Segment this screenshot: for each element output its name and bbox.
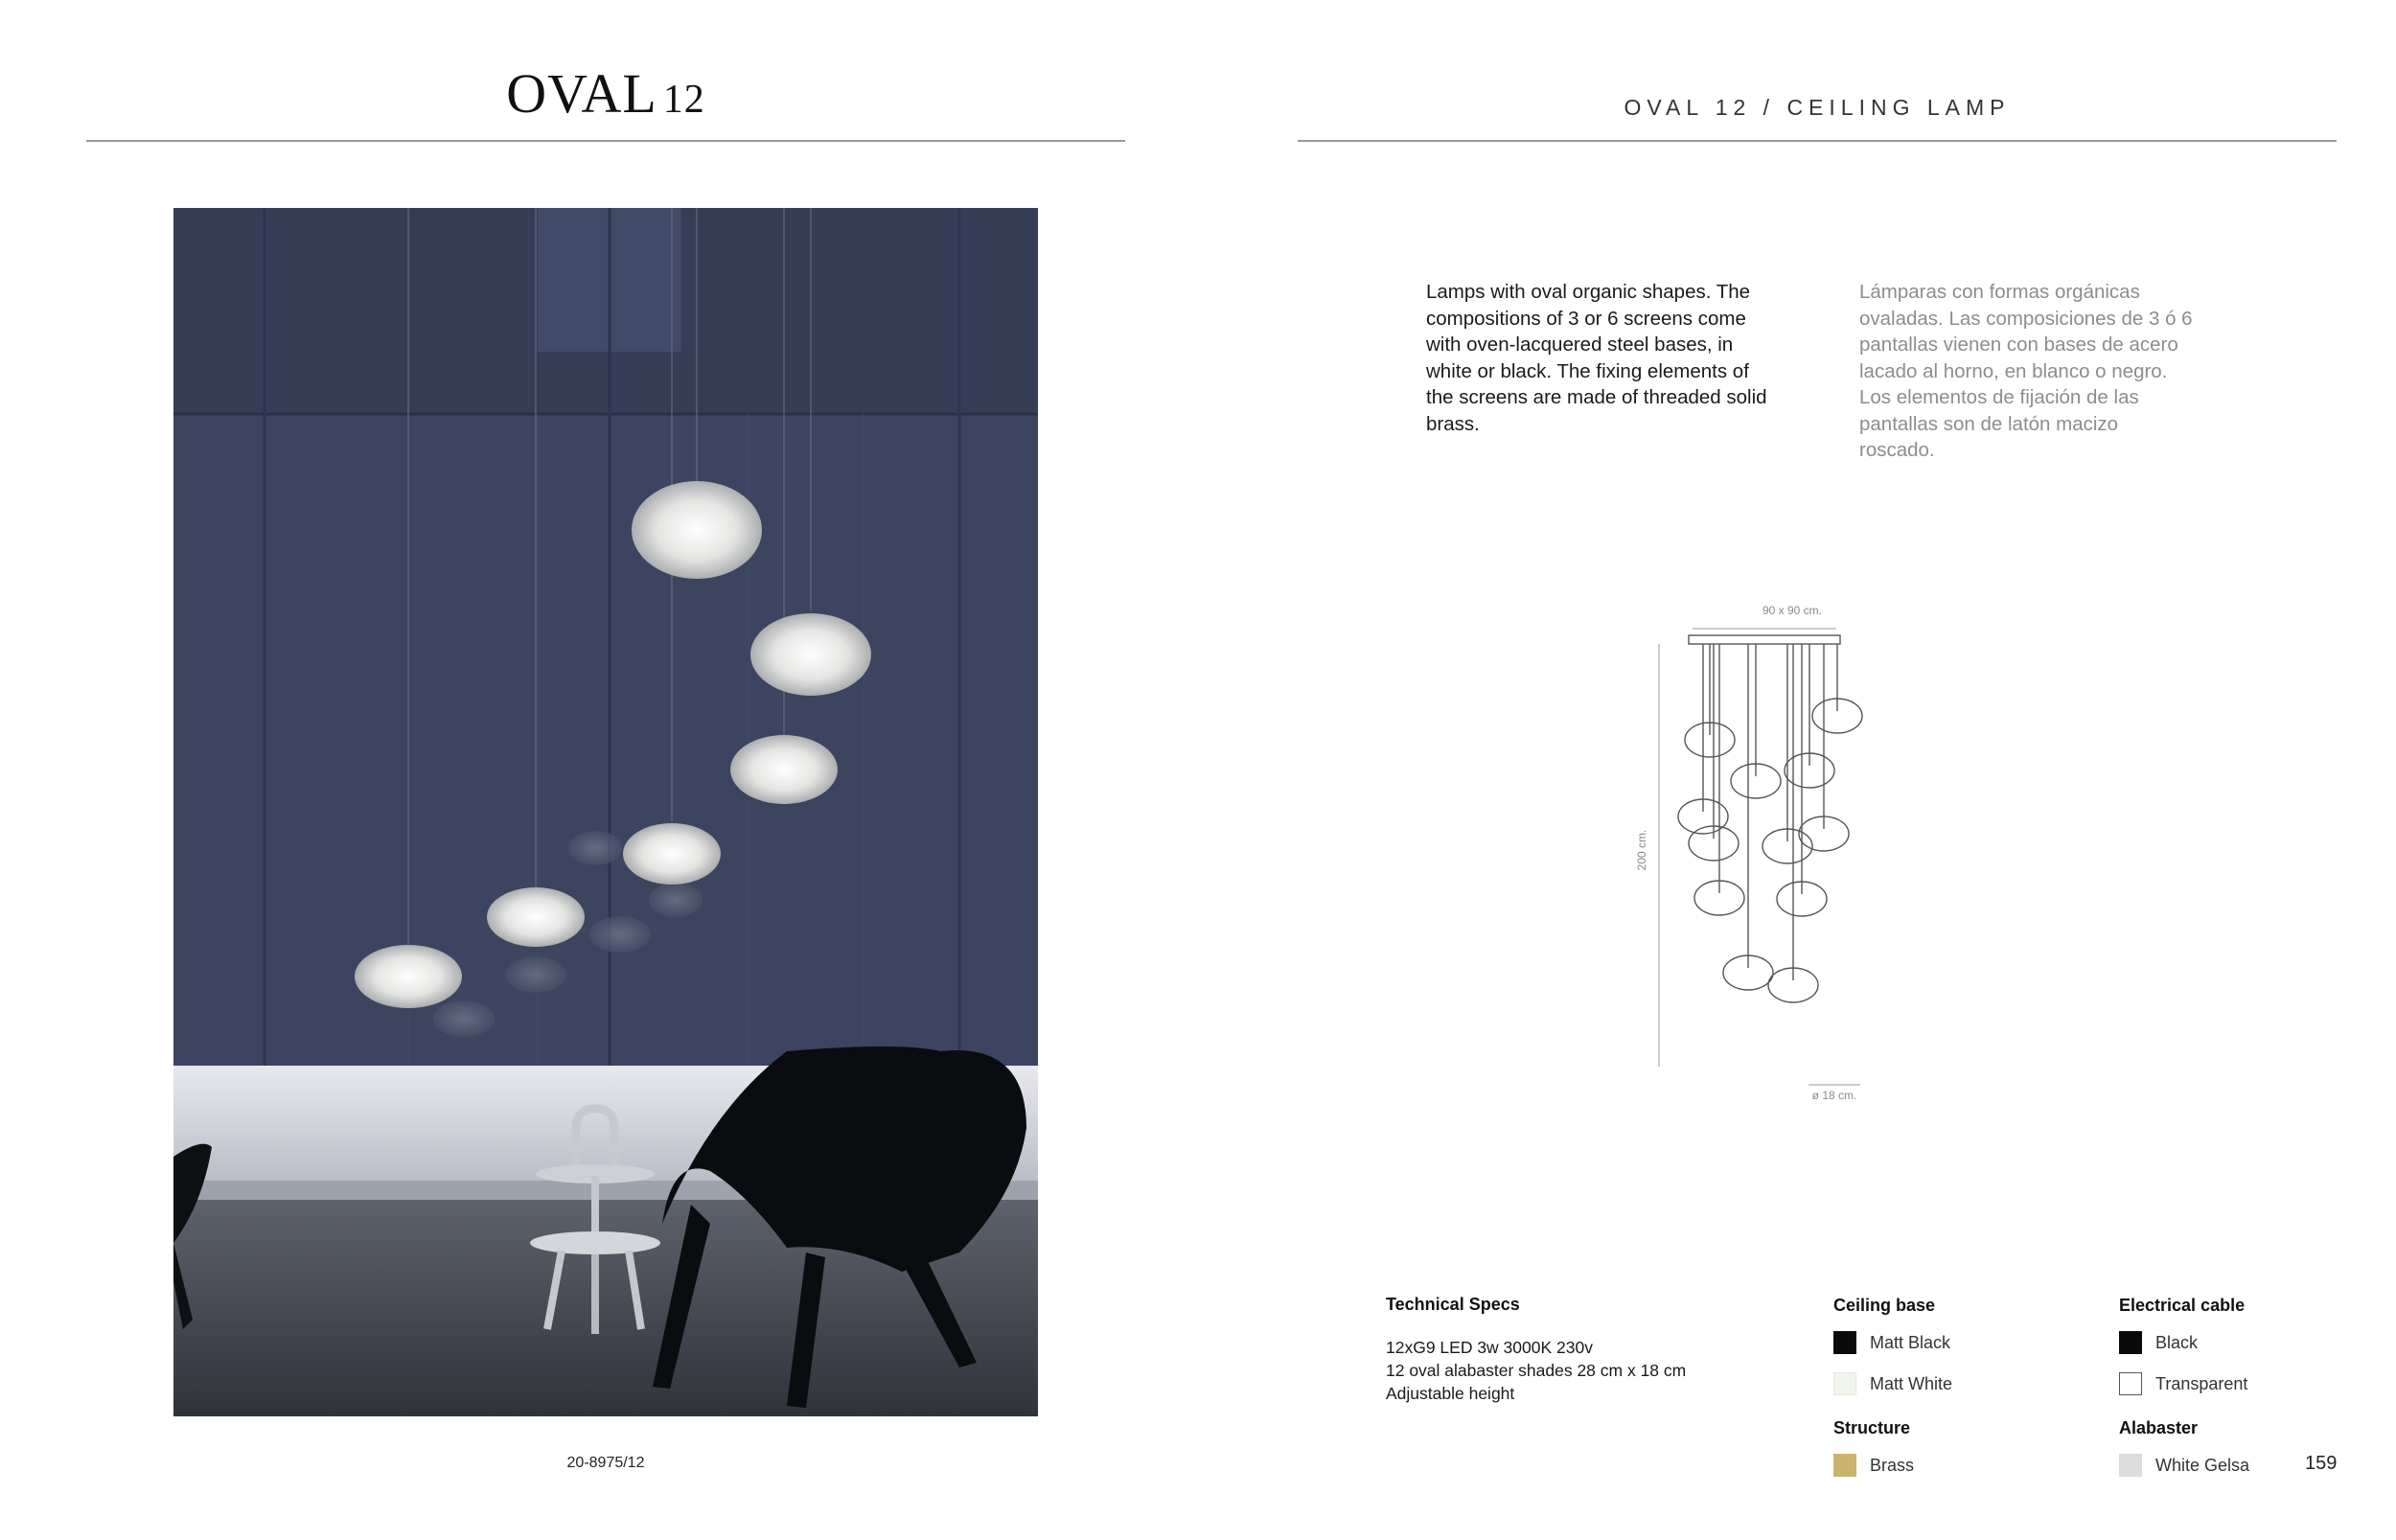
color-swatch bbox=[1833, 1454, 1856, 1477]
specs-heading: Technical Specs bbox=[1386, 1295, 1520, 1314]
page-number: 159 bbox=[2305, 1453, 2338, 1474]
base-dimension-label: 90 x 90 cm. bbox=[1762, 604, 1823, 617]
description-spanish: Lámparas con formas orgánicas ovaladas. Las composiciones de 3 ó 6 pantallas vienen con bases de acero lacado al horno, en blanco o negro. Los elementos de fijación de las pantallas son de latón macizo roscado. bbox=[1859, 281, 2193, 461]
right-divider bbox=[1298, 140, 2337, 142]
specs-list bbox=[1386, 1336, 1686, 1405]
color-swatch bbox=[1833, 1331, 1856, 1354]
option-label: White Gelsa bbox=[2155, 1455, 2250, 1475]
description-english: Lamps with oval organic shapes. The compositions of 3 or 6 screens come with oven-lacquered steel bases, in white or black. The fixing elements of the screens are made of threaded solid brass. bbox=[1426, 281, 1767, 435]
title-main: OVAL bbox=[506, 62, 657, 125]
spec-line: 12xG9 LED 3w 3000K 230v bbox=[1386, 1338, 1593, 1357]
option-brass bbox=[1833, 1454, 1914, 1477]
option-label: Matt White bbox=[1870, 1373, 1953, 1393]
color-swatch bbox=[1833, 1372, 1856, 1395]
color-swatch bbox=[2119, 1331, 2142, 1354]
color-swatch bbox=[2119, 1454, 2142, 1477]
height-dimension-label: 200 cm. bbox=[1635, 829, 1648, 871]
alabaster-heading: Alabaster bbox=[2119, 1418, 2199, 1437]
spec-line: Adjustable height bbox=[1386, 1384, 1515, 1403]
option-label: Brass bbox=[1870, 1455, 1915, 1475]
option-label: Transparent bbox=[2155, 1373, 2248, 1393]
option-transparent bbox=[2119, 1372, 2247, 1395]
product-photo bbox=[173, 208, 1038, 1416]
lamp-dimension-diagram bbox=[1620, 594, 1965, 1112]
option-matt-white bbox=[1833, 1372, 1952, 1395]
spec-line: 12 oval alabaster shades 28 cm x 18 cm bbox=[1386, 1361, 1687, 1380]
option-label: Black bbox=[2155, 1332, 2199, 1352]
page-subtitle: OVAL 12 / CEILING LAMP bbox=[1624, 95, 2011, 120]
page-title bbox=[86, 61, 1125, 126]
title-number: 12 bbox=[662, 78, 705, 122]
electrical-cable-heading: Electrical cable bbox=[2119, 1296, 2246, 1315]
shade-dimension-label: ø 18 cm. bbox=[1811, 1089, 1857, 1102]
product-code: 20-8975/12 bbox=[566, 1455, 645, 1471]
structure-heading: Structure bbox=[1833, 1418, 1911, 1437]
option-matt-black bbox=[1833, 1331, 1950, 1354]
option-white-gelsa bbox=[2119, 1454, 2249, 1477]
technical-drawing bbox=[1620, 594, 1965, 1112]
left-divider bbox=[86, 140, 1125, 142]
option-black bbox=[2119, 1331, 2198, 1354]
color-swatch bbox=[2119, 1372, 2142, 1395]
ceiling-base-heading: Ceiling base bbox=[1833, 1296, 1936, 1315]
interior-scene-illustration bbox=[173, 208, 1038, 1416]
option-label: Matt Black bbox=[1870, 1332, 1951, 1352]
